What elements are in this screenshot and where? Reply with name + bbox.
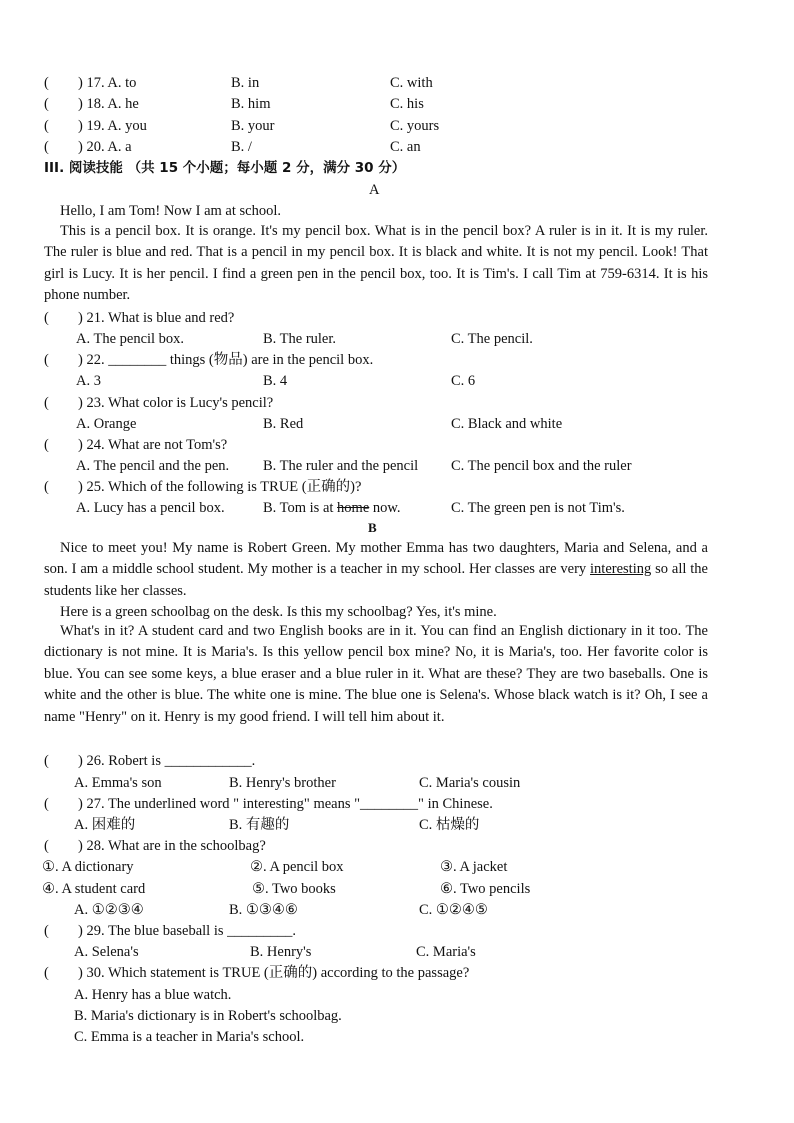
q29-paren: (: [44, 923, 49, 939]
section-3-heading: [44, 159, 405, 177]
q28-item-3: ③. A jacket: [440, 859, 508, 875]
q25-option-b-struck: home: [337, 500, 370, 516]
q22-paren: (: [44, 352, 49, 368]
passage-b-para-1-post: so all the students like her classes.: [44, 561, 708, 599]
q17-paren: (: [44, 75, 49, 91]
passage-b-para-2: Here is a green schoolbag on the desk. Is this my schoolbag? Yes, it's mine.: [60, 604, 497, 620]
q23-option-b: B. Red: [263, 416, 304, 432]
passage-b-label: B: [368, 520, 377, 535]
q20-option-c: C. an: [390, 139, 421, 155]
q17-option-a: ) 17. A. to: [78, 75, 137, 91]
q30-paren: (: [44, 965, 49, 981]
q28-option-b: B. ①③④⑥: [229, 902, 298, 918]
passage-a-intro: Hello, I am Tom! Now I am at school.: [60, 203, 282, 219]
q28-item-5: ⑤. Two books: [252, 881, 336, 897]
q21-option-a: A. The pencil box.: [76, 331, 185, 347]
q27-option-b: B. 有趣的: [229, 817, 290, 833]
q30-option-a: A. Henry has a blue watch.: [74, 987, 232, 1003]
q25-paren: (: [44, 479, 49, 495]
q22-blank: ________: [108, 352, 167, 368]
section-3-title: III. 阅读技能 （共 15 个小题；每小题 2 分，满分 30 分）: [44, 160, 406, 176]
q22-option-c: C. 6: [451, 373, 476, 389]
q18-option-b: B. him: [231, 96, 271, 112]
q27-option-a: A. 困难的: [74, 817, 136, 833]
q28-paren: (: [44, 838, 49, 854]
passage-a-body: This is a pencil box. It is orange. It's my pencil box. What is in the pencil box? A ruler is in it. It is my ruler. The ruler is blue and red. That is a pencil in my pencil box. It is black and white. It is not my pencil. Look! That girl is Lucy. It is her pencil. I find a green pen in the pencil box, too. It is Tim's. I call Tim at 759-6314. It is his phone number.: [44, 223, 708, 304]
q19-option-a: ) 19. A. you: [78, 118, 147, 134]
q26-option-b: B. Henry's brother: [229, 775, 336, 791]
q26-stem: ) 26. Robert is ____________.: [78, 753, 256, 769]
q27-stem: ) 27. The underlined word " interesting" means "________" in Chinese.: [78, 796, 493, 812]
q27-option-c: C. 枯燥的: [419, 817, 480, 833]
passage-b-para-1: [44, 538, 708, 602]
q29-option-b: B. Henry's: [250, 944, 312, 960]
q25-option-b-pre: B. Tom is at: [263, 500, 338, 516]
q24-stem: ) 24. What are not Tom's?: [78, 437, 228, 453]
q26-paren: (: [44, 753, 49, 769]
q18-paren: (: [44, 96, 49, 112]
q24-option-b: B. The ruler and the pencil: [263, 458, 419, 474]
q28-option-a: A. ①②③④: [74, 902, 144, 918]
q24-paren: (: [44, 437, 49, 453]
q23-stem: ) 23. What color is Lucy's pencil?: [78, 395, 274, 411]
q25-option-b-post: now.: [369, 500, 401, 516]
q28-item-2: ②. A pencil box: [250, 859, 344, 875]
passage-b-para-1-pre: Nice to meet you! My name is Robert Green. My mother Emma has two daughters, Maria and Selena, and a son. I am a middle school student. My mother is a teacher in my school. Her classes are very: [44, 540, 708, 578]
q28-item-4: ④. A student card: [42, 881, 146, 897]
q26-option-c: C. Maria's cousin: [419, 775, 521, 791]
q19-option-c: C. yours: [390, 118, 440, 134]
q29-option-a: A. Selena's: [74, 944, 139, 960]
q28-option-c: C. ①②④⑤: [419, 902, 488, 918]
q19-paren: (: [44, 118, 49, 134]
q17-option-c: C. with: [390, 75, 433, 91]
q25-option-a: A. Lucy has a pencil box.: [76, 500, 225, 516]
q22-stem-post: things (物品) are in the pencil box.: [166, 352, 374, 368]
q17-option-b: B. in: [231, 75, 260, 91]
q24-option-a: A. The pencil and the pen.: [76, 458, 230, 474]
q20-option-a: ) 20. A. a: [78, 139, 132, 155]
q28-item-6: ⑥. Two pencils: [440, 881, 531, 897]
q18-option-a: ) 18. A. he: [78, 96, 139, 112]
q23-option-a: A. Orange: [76, 416, 137, 432]
q30-option-c: C. Emma is a teacher in Maria's school.: [74, 1029, 305, 1045]
q26-option-a: A. Emma's son: [74, 775, 162, 791]
q22-option-b: B. 4: [263, 373, 288, 389]
q30-option-b: B. Maria's dictionary is in Robert's schoolbag.: [74, 1008, 342, 1024]
q29-stem: ) 29. The blue baseball is _________.: [78, 923, 297, 939]
q21-option-c: C. The pencil.: [451, 331, 533, 347]
q18-option-c: C. his: [390, 96, 424, 112]
q28-item-1: ①. A dictionary: [42, 859, 134, 875]
q19-option-b: B. your: [231, 118, 275, 134]
q22-stem: [78, 351, 373, 369]
q24-option-c: C. The pencil box and the ruler: [451, 458, 632, 474]
q22-stem-pre: ) 22.: [78, 352, 109, 368]
underlined-word-interesting: interesting: [590, 561, 652, 578]
q22-option-a: A. 3: [76, 373, 101, 389]
q29-option-c: C. Maria's: [416, 944, 476, 960]
q20-option-b: B. /: [231, 139, 252, 155]
q25-option-c: C. The green pen is not Tim's.: [451, 500, 625, 516]
q20-paren: (: [44, 139, 49, 155]
q25-option-b: [263, 499, 401, 517]
q21-option-b: B. The ruler.: [263, 331, 337, 347]
q21-paren: (: [44, 310, 49, 326]
q30-stem: ) 30. Which statement is TRUE (正确的) according to the passage?: [78, 965, 470, 981]
q23-paren: (: [44, 395, 49, 411]
q23-option-c: C. Black and white: [451, 416, 563, 432]
q25-stem: ) 25. Which of the following is TRUE (正确的)?: [78, 479, 362, 495]
passage-b-para-3: What's in it? A student card and two English books are in it. You can find an English dictionary in it too. The dictionary is not mine. It is Maria's. Is this yellow pencil box mine? No, it is Maria's, too. Her favorite color is blue. You can see some keys, a blue eraser and a blue ruler in it. What are these? They are two baseballs. One is white and the other is blue. The white one is mine. The blue one is Selena's. Whose black watch is it? Oh, I see a name "Henry" on it. Henry is my good friend. I will tell him about it.: [44, 623, 708, 725]
q21-stem: ) 21. What is blue and red?: [78, 310, 235, 326]
passage-a-label: A: [369, 182, 380, 198]
q28-stem: ) 28. What are in the schoolbag?: [78, 838, 266, 854]
q27-paren: (: [44, 796, 49, 812]
